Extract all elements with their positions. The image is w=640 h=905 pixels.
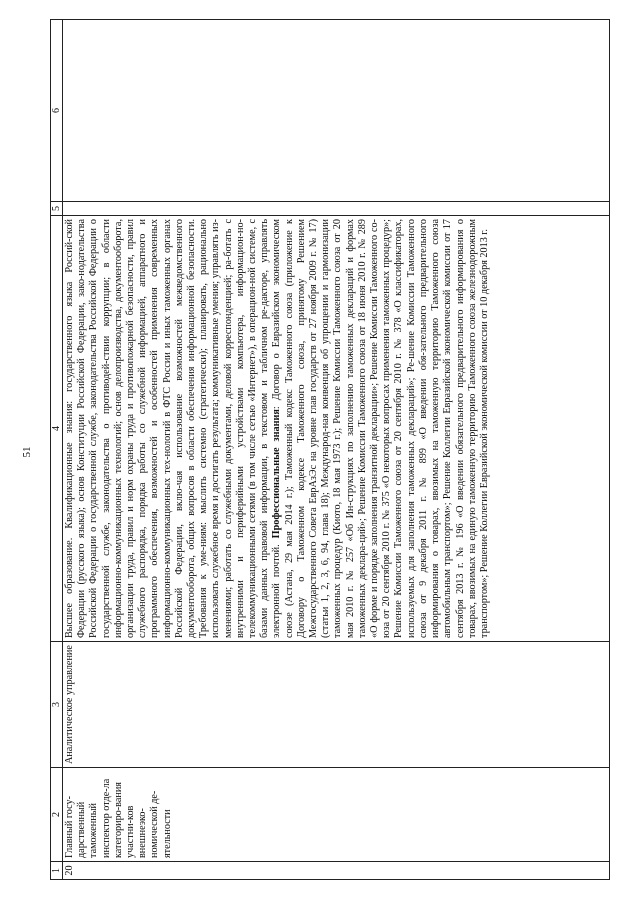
requirements-keyword: Профессиональные знания	[271, 409, 283, 539]
qualification-table	[50, 19, 610, 880]
row-number: 20	[63, 862, 610, 880]
position-title: Главный госу-дарственный таможенный инспектор отде-ла категориро-вания участни-ков внешнеэко-номической де-ятельности	[63, 768, 610, 862]
requirements-part-2: : Договор о Евразийском экономическом союзе (Астана, 29 мая 2014 г.); Таможенный кодекс Таможенного союза (приложение к Договору о Таможенном кодексе Таможенного союза, принятому Решением Межгосударственного Совета ЕврАзЭс на уровне глав государств от 27 ноября 2009 г. № 17) (статьи 1, 2, 3, 6, 94, глава 18); Международ-ная конвенция об упрощении и гармонизации таможенных процедур (Киото, 18 мая 1973 г.); Решение Комиссии Таможенного союза от 20 мая 2010 г. № 257 «Об Ин-струкциях по заполнению таможенных деклараций и формах таможенных деклара-ций»; Решение Комиссии Таможенного союза от 18 июня 2010 г. № 289 «О форме и порядке заполнения транзитной декларации»; Решение Комиссии Таможенного со-юза от 20 сентября 2010 г. № 375 «О некоторых вопросах применения таможенных процедур»; Решение Комиссии Таможенного союза от 20 сентября 2010 г. № 378 «О классификаторах, используемых для заполнения таможенных деклараций»; Ре-шение Комиссии Таможенного союза от 9 декабря 2011 г. № 899 «О введении обя-зательного предварительного информирования о товарах, ввозимых на таможенную территорию Таможенного союза автомобильным транспортом»; Решение Коллегии Евразийской экономической комиссии от 17 сентября 2013 г. № 196 «О введении обязательного предварительного информирования о товарах, ввозимых на единую таможенную территорию Таможенного союза железнодорожным транспортом»; Решение Коллегии Евразийской экономической комиссии от 10 декабря 2013 г.	[271, 218, 490, 638]
page-number: 51	[21, 446, 33, 458]
col-5-cell	[63, 202, 610, 216]
header-col-3: 3	[51, 642, 63, 768]
requirements-text	[63, 216, 610, 642]
header-col-1: 1	[51, 862, 63, 880]
header-col-2: 2	[51, 768, 63, 862]
header-col-6: 6	[51, 20, 63, 202]
col-6-cell	[63, 20, 610, 202]
header-col-5: 5	[51, 202, 63, 216]
table-row	[63, 20, 610, 880]
department-name: Аналитическое управление	[63, 642, 610, 768]
qualification-table-wrapper	[50, 20, 610, 880]
requirements-part-1: Высшее образование. Квалификационные знания: государственного языка Россий-ской Федерации (русского языка); основ Конституции Российской Федерации, зако-нодательства Российской Федерации о государственной службе, законодательства Российской Федерации о государственной службе, законодательства о противодей-ствии коррупции; в области информационно-коммуникационных технологий; основ делопроизводства, документооборота, организации труда, правил и норм охраны труда и противопожарной безопасности, правил служебного распорядка, порядка работы со служебной информацией, аппаратного и программного обеспечения, возможностей и особенностей применения современных информационно-коммуникационных тех-нологий в ФТС России и иных таможенных органах Российской Федерации, вклю-чая использование возможностей межведомственного документооборота, общих вопросов в области обеспечения информационной безопасности. Требования к уме-ниям: мыслить системно (стратегически); планировать, рационально использовать служебное время и достигать результата; коммуникативные умения; управлять из-менениями; работать со служебными документами, деловой корреспонденцией; ра-ботать с внутренними и периферийными устройствами компьютера, информацион-но-телекоммуникационными сетями (в том числе сетью «Интернет»), в операцион-ной системе, с базами данных правовой информации, в текстовом и табличном ре-дакторе, управлять электронной почтой.	[64, 219, 283, 638]
header-row	[51, 20, 63, 880]
header-col-4: 4	[51, 216, 63, 642]
